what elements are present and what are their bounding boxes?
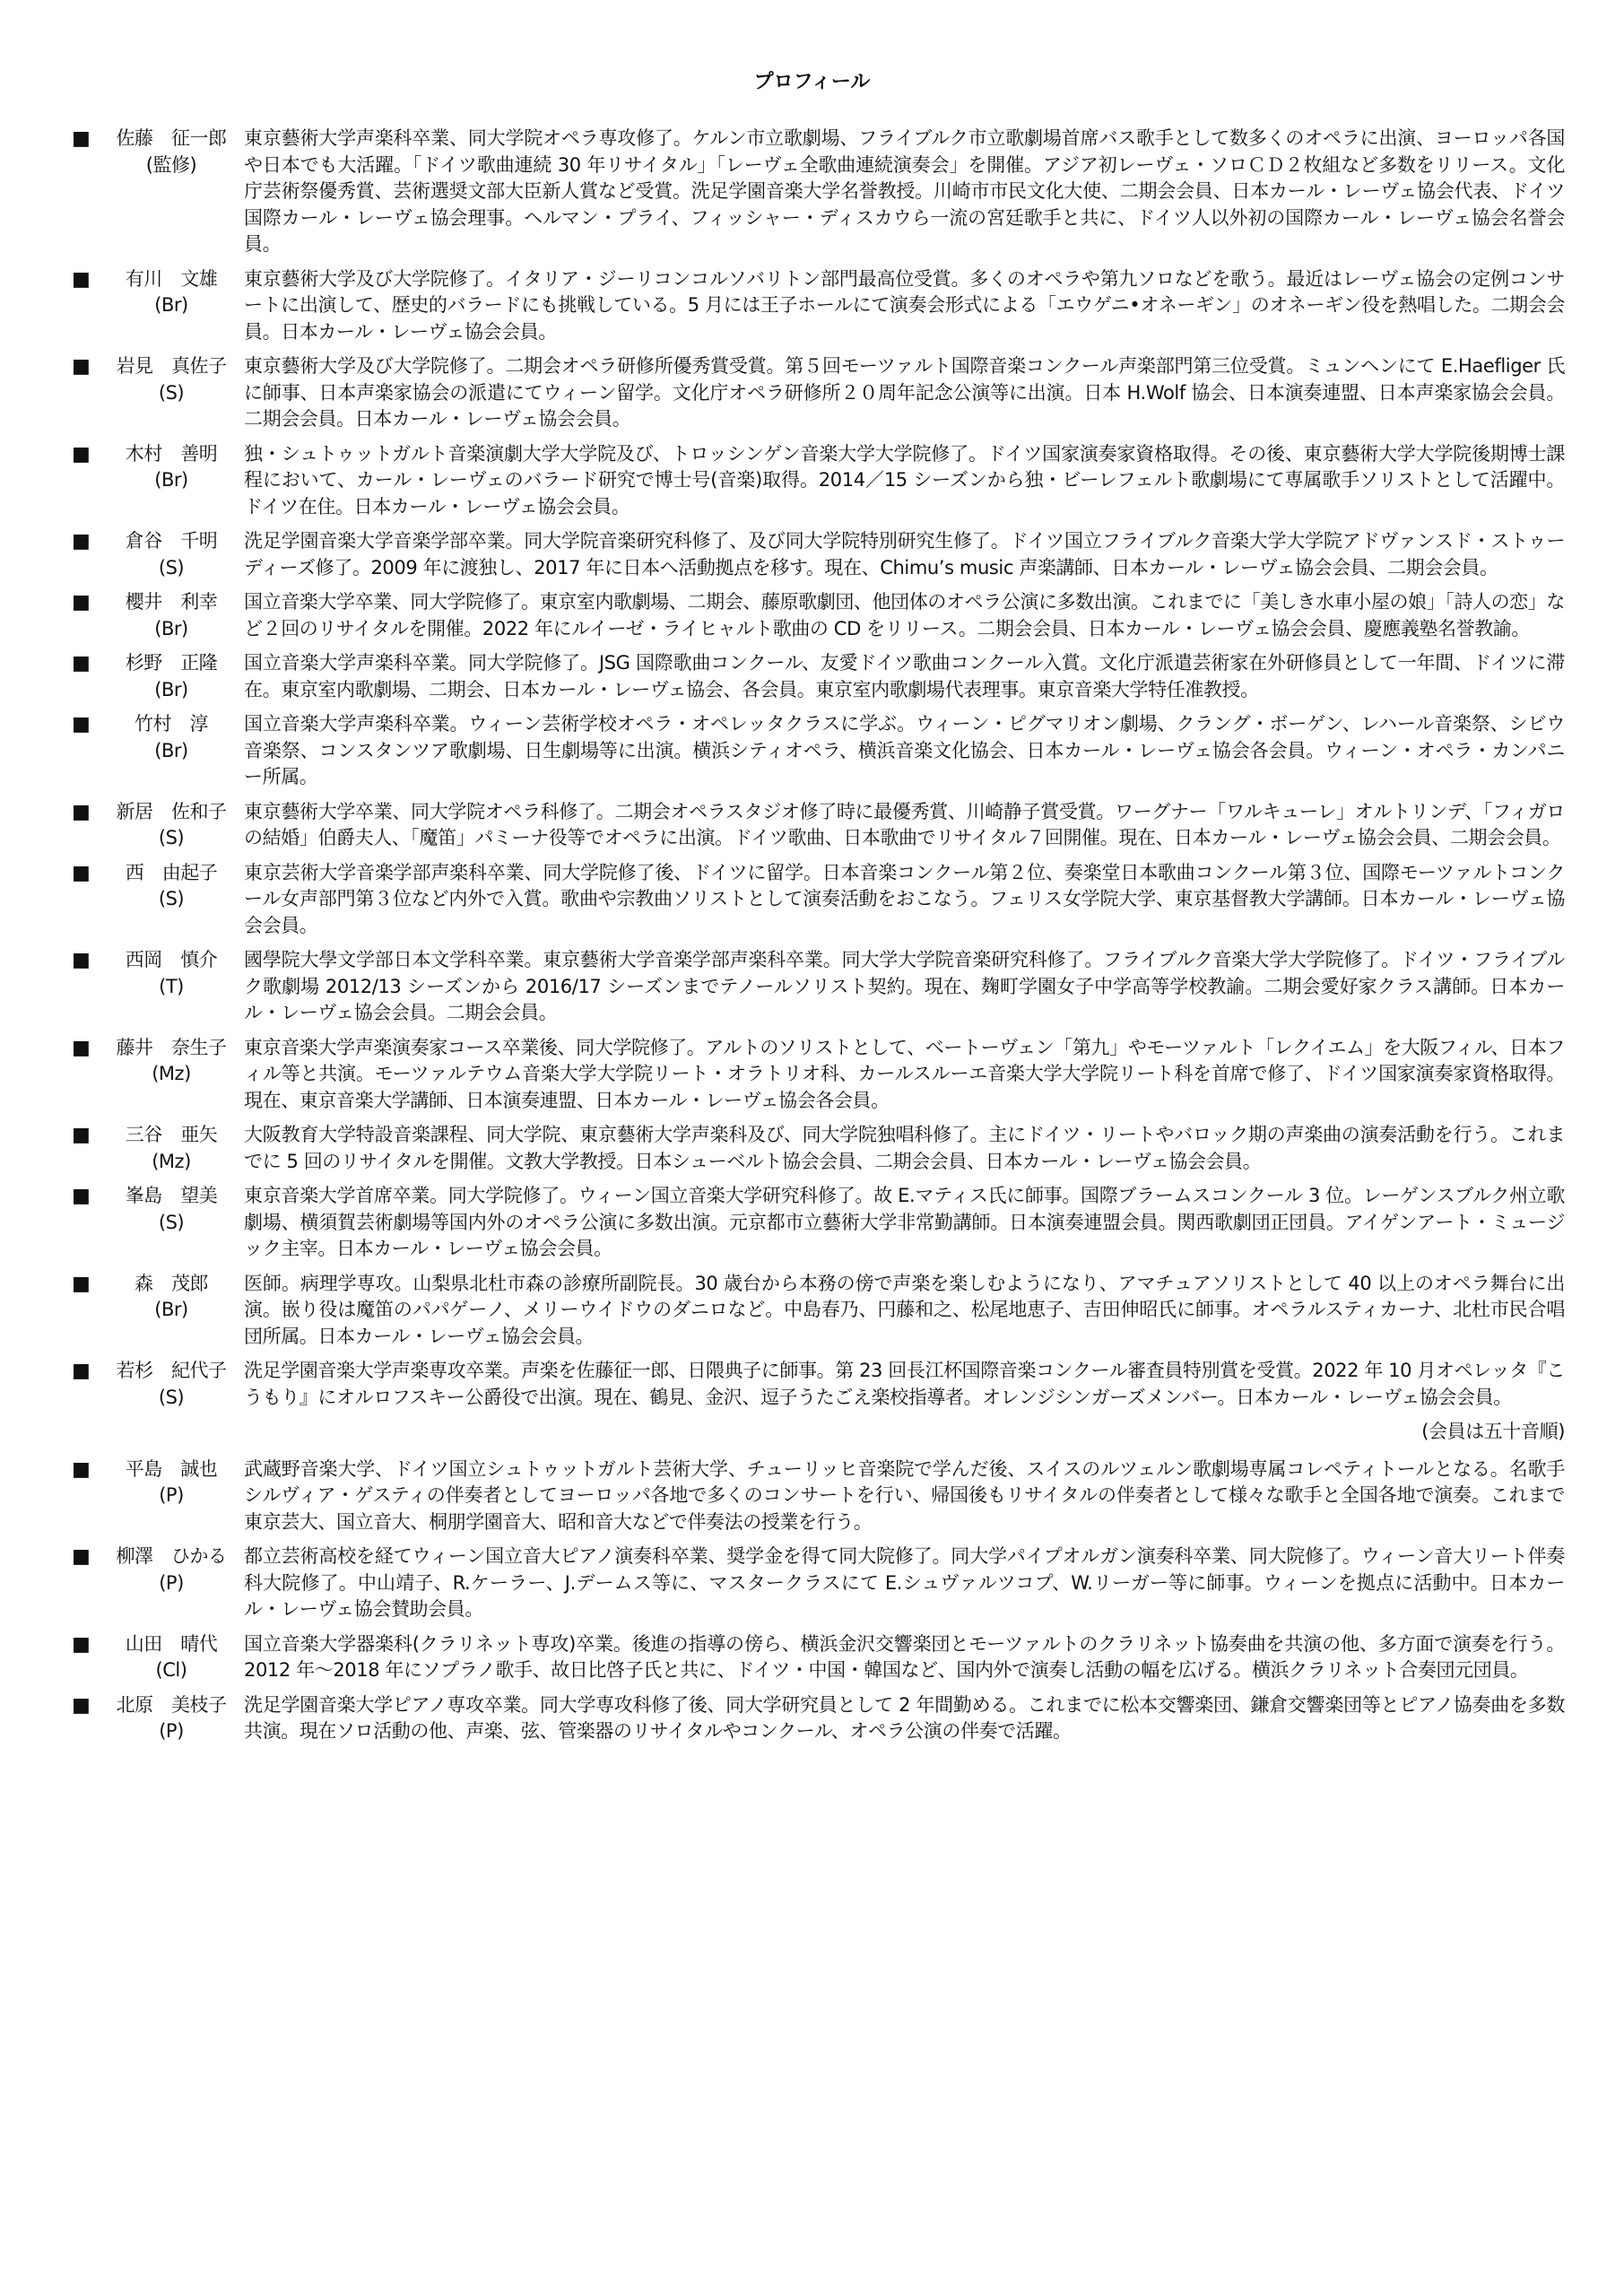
biography-text: 洗足学園音楽大学声楽専攻卒業。声楽を佐藤征一郎、日隈典子に師事。第 23 回長江杯国際音楽コンクール審査員特別賞を受賞。2022 年 10 月オペレッタ『こうもり』にオルロフスキー公爵役で出演。現在、鶴見、金沢、逗子うたごえ楽校指導者。オレンジシンガーズメンバー。日本カール・レーヴェ協会会員。 <box>244 1360 1566 1408</box>
profile-header <box>72 1271 244 1324</box>
profile-entry <box>72 441 1565 521</box>
biography-text: 東京音楽大学声楽演奏家コース卒業後、同大学院修了。アルトのソリストとして、ベートーヴェン「第九」やモーツァルト「レクイエム」を大阪フィル、日本フィル等と共演。モーツァルテウム音楽大学大学院リート・オラトリオ科、カールスルーエ音楽大学大学院リート科を首席で修了、ドイツ国家演奏家資格取得。現在、東京音楽大学講師、日本演奏連盟、日本カール・レーヴェ協会各会員。 <box>244 1036 1565 1111</box>
voice-part: (Br) <box>154 1299 188 1320</box>
profile-header <box>72 1035 244 1088</box>
square-bullet-icon: ■ <box>72 1632 91 1656</box>
square-bullet-icon: ■ <box>72 267 91 291</box>
biography-text: 医師。病理学専攻。山梨県北杜市森の診療所副院長。30 歳台から本務の傍で声楽を楽しむようになり、アマチュアソリストとして 40 以上のオペラ舞台に出演。嵌り役は魔笛のパパゲーノ、メリーウイドウのダニロなど。中島春乃、円藤和之、松尾地恵子、吉田伸昭氏に師事。オペラルスティカーナ、北杜市民合唱団所属。日本カール・レーヴェ協会会員。 <box>244 1272 1565 1347</box>
member-list <box>72 126 1565 1411</box>
person-name: 西 由起子 <box>125 861 218 883</box>
profile-list <box>72 126 1565 1753</box>
person-name: 藤井 奈生子 <box>116 1036 227 1058</box>
square-bullet-icon: ■ <box>72 355 91 378</box>
biography-text: 独・シュトゥットガルト音楽演劇大学大学院及び、トロッシンゲン音楽大学大学院修了。ドイツ国家演奏家資格取得。その後、東京藝術大学大学院後期博士課程において、カール・レーヴェのバラード研究で博士号(音楽)取得。2014／15 シーズンから独・ビーレフェルト歌劇場にて専属歌手ソリストとして活躍中。ドイツ在住。日本カール・レーヴェ協会会員。 <box>244 442 1565 517</box>
voice-part: (S) <box>158 1386 185 1408</box>
ordering-note: (会員は五十音順) <box>1421 1421 1565 1442</box>
profile-entry <box>72 1358 1565 1411</box>
profile-entry <box>72 266 1565 346</box>
voice-part: (Cl) <box>155 1659 187 1681</box>
name-block <box>99 860 244 913</box>
profile-header <box>72 799 244 852</box>
square-bullet-icon: ■ <box>72 1545 91 1568</box>
person-name: 佐藤 征一郎 <box>116 127 227 149</box>
square-bullet-icon: ■ <box>72 1693 91 1717</box>
person-name: 若杉 紀代子 <box>116 1360 227 1381</box>
square-bullet-icon: ■ <box>72 591 91 613</box>
profile-header <box>72 650 244 703</box>
person-name: 杉野 正隆 <box>125 652 218 674</box>
square-bullet-icon: ■ <box>72 1036 91 1059</box>
profile-entry <box>72 528 1565 581</box>
voice-part: (P) <box>159 1571 184 1594</box>
profile-header <box>72 1631 244 1684</box>
profile-entry <box>72 947 1565 1027</box>
name-block <box>99 1035 244 1088</box>
person-name: 木村 善明 <box>125 442 218 465</box>
name-block <box>99 126 244 178</box>
biography-text: 国立音楽大学器楽科(クラリネット専攻)卒業。後進の指導の傍ら、横浜金沢交響楽団とモーツァルトのクラリネット協奏曲を共演の他、多方面で演奏を行う。2012 年～2018 年にソプラノ歌手、故日比啓子氏と共に、ドイツ・中国・韓国など、国内外で演奏し活動の幅を広げる。横浜クラリネット合奏団元団員。 <box>244 1632 1565 1681</box>
voice-part: (S) <box>158 827 185 848</box>
square-bullet-icon: ■ <box>72 1124 91 1146</box>
square-bullet-icon: ■ <box>72 800 91 823</box>
name-block <box>99 1544 244 1596</box>
biography-text: 国立音楽大学声楽科卒業。同大学院修了。JSG 国際歌曲コンクール、友愛ドイツ歌曲コンクール入賞。文化庁派遣芸術家在外研修員として一年間、ドイツに滞在。東京室内歌劇場、二期会、日本カール・レーヴェ協会、各会員。東京室内歌劇場代表理事。東京音楽大学特任准教授。 <box>244 652 1565 700</box>
person-name: 竹村 淳 <box>135 713 208 735</box>
square-bullet-icon: ■ <box>72 861 91 884</box>
profile-entry <box>72 353 1565 433</box>
profile-header <box>72 353 244 406</box>
person-name: 櫻井 利幸 <box>125 591 218 613</box>
profile-entry <box>72 1035 1565 1115</box>
voice-part: (監修) <box>145 153 197 176</box>
voice-part: (S) <box>158 381 185 404</box>
person-name: 新居 佐和子 <box>116 800 227 822</box>
biography-text: 武蔵野音楽大学、ドイツ国立シュトゥットガルト芸術大学、チューリッヒ音楽院で学んだ後、スイスのルツェルン歌劇場専属コレペティトールとなる。名歌手シルヴィア・ゲスティの伴奏者としてヨーロッパ各地で多くのコンサートを行い、帰国後もリサイタルの伴奏者として様々な歌手と全国各地で演奏。これまで東京芸大、国立音大、桐朋学園音大、昭和音大などで伴奏法の授業を行う。 <box>244 1457 1565 1533</box>
person-name: 三谷 亜矢 <box>125 1124 218 1145</box>
square-bullet-icon: ■ <box>72 1272 91 1295</box>
person-name: 柳澤 ひかる <box>116 1545 227 1567</box>
profile-entry <box>72 1544 1565 1623</box>
biography-text: 東京芸術大学音楽学部声楽科卒業、同大学院修了後、ドイツに留学。日本音楽コンクール第２位、奏楽堂日本歌曲コンクール第３位、国際モーツァルトコンクール女声部門第３位など内外で入賞。歌曲や宗教曲ソリストとして演奏活動をおこなう。フェリス女学院大学、東京基督教大学講師。日本カール・レーヴェ協会会員。 <box>244 861 1565 936</box>
name-block <box>99 353 244 406</box>
square-bullet-icon: ■ <box>72 442 91 465</box>
accompanist-list <box>72 1457 1565 1745</box>
profile-entry <box>72 711 1565 791</box>
name-block <box>99 1122 244 1175</box>
name-block <box>99 1457 244 1509</box>
biography-text: 東京藝術大学及び大学院修了。イタリア・ジーリコンコルソバリトン部門最高位受賞。多くのオペラや第九ソロなどを歌う。最近はレーヴェ協会の定例コンサートに出演して、歴史的バラードにも挑戦している。5 月には王子ホールにて演奏会形式による「エウゲニ•オネーギン」のオネーギン役を熱唱した。二期会会員。日本カール・レーヴェ協会会員。 <box>244 267 1565 343</box>
name-block <box>99 1271 244 1324</box>
voice-part: (S) <box>158 1211 185 1233</box>
person-name: 平島 誠也 <box>125 1457 218 1480</box>
person-name: 峯島 望美 <box>125 1185 218 1206</box>
profile-header <box>72 947 244 1000</box>
page-title: プロフィール <box>753 71 871 93</box>
voice-part: (T) <box>159 975 184 997</box>
voice-part: (S) <box>158 888 185 909</box>
voice-part: (Br) <box>154 617 188 639</box>
profile-entry <box>72 1692 1565 1745</box>
person-name: 西岡 慎介 <box>125 949 218 970</box>
person-name: 有川 文雄 <box>125 267 218 290</box>
voice-part: (P) <box>159 1484 184 1506</box>
profile-entry <box>72 589 1565 642</box>
voice-part: (P) <box>159 1720 184 1742</box>
profile-entry <box>72 1631 1565 1684</box>
voice-part: (Mz) <box>152 1150 191 1172</box>
profile-header <box>72 711 244 764</box>
square-bullet-icon: ■ <box>72 1457 91 1481</box>
name-block <box>99 947 244 1000</box>
square-bullet-icon: ■ <box>72 713 91 735</box>
voice-part: (S) <box>158 556 185 578</box>
square-bullet-icon: ■ <box>72 652 91 674</box>
name-block <box>99 1692 244 1745</box>
square-bullet-icon: ■ <box>72 127 91 150</box>
biography-text: 東京藝術大学声楽科卒業、同大学院オペラ専攻修了。ケルン市立歌劇場、フライブルク市立歌劇場首席バス歌手として数多くのオペラに出演、ヨーロッパ各国や日本でも大活躍。「ドイツ歌曲連続 30 年リサイタル」「レーヴェ全歌曲連続演奏会」を開催。アジア初レーヴェ・ソロＣＤ２枚組など多数をリリース。文化庁芸術祭優秀賞、芸術選奨文部大臣新人賞など受賞。洗足学園音楽大学名誉教授。川崎市市民文化大使、二期会会員、日本カール・レーヴェ協会代表、ドイツ国際カール・レーヴェ協会理事。ヘルマン・プライ、フィッシャー・ディスカウら一流の宮廷歌手と共に、ドイツ人以外初の国際カール・レーヴェ協会名誉会員。 <box>244 127 1565 255</box>
person-name: 北原 美枝子 <box>116 1693 227 1716</box>
profile-header <box>72 528 244 581</box>
biography-text: 国立音楽大学声楽科卒業。ウィーン芸術学校オペラ・オペレッタクラスに学ぶ。ウィーン・ピグマリオン劇場、クラング・ボーゲン、レハール音楽祭、シビウ音楽祭、コンスタンツア歌劇場、日生劇場等に出演。横浜シティオペラ、横浜音楽文化協会、日本カール・レーヴェ協会各会員。ウィーン・オペラ・カンパニー所属。 <box>244 713 1565 787</box>
name-block <box>99 1358 244 1411</box>
square-bullet-icon: ■ <box>72 949 91 971</box>
profile-header <box>72 1183 244 1236</box>
profile-entry <box>72 1271 1565 1351</box>
voice-part: (Br) <box>154 739 188 761</box>
name-block <box>99 528 244 581</box>
profile-header <box>72 1544 244 1596</box>
profile-header <box>72 589 244 642</box>
voice-part: (Mz) <box>152 1063 191 1084</box>
profile-header <box>72 1122 244 1175</box>
profile-entry <box>72 860 1565 940</box>
name-block <box>99 589 244 642</box>
profile-header <box>72 126 244 178</box>
profile-entry <box>72 1457 1565 1536</box>
name-block <box>99 266 244 319</box>
name-block <box>99 711 244 764</box>
profile-entry <box>72 1122 1565 1175</box>
square-bullet-icon: ■ <box>72 530 91 552</box>
profile-entry <box>72 126 1565 258</box>
voice-part: (Br) <box>154 294 188 316</box>
square-bullet-icon: ■ <box>72 1360 91 1382</box>
biography-text: 都立芸術高校を経てウィーン国立音大ピアノ演奏科卒業、奨学金を得て同大院修了。同大学パイプオルガン演奏科卒業、同大院修了。ウィーン音大リート伴奏科大院修了。中山靖子、R.ケーラー、J.デームス等に、マスタークラスにて E.シュヴァルツコプ、W.リーガー等に師事。ウィーンを拠点に活動中。日本カール・レーヴェ協会賛助会員。 <box>244 1545 1565 1620</box>
biography-text: 洗足学園音楽大学音楽学部卒業。同大学院音楽研究科修了、及び同大学院特別研究生修了。ドイツ国立フライブルク音楽大学大学院アドヴァンスド・ストゥーディーズ修了。2009 年に渡独し、2017 年に日本へ活動拠点を移す。現在、Chimu’s music 声楽講師、日本カール・レーヴェ協会会員、二期会会員。 <box>244 530 1565 578</box>
profile-entry <box>72 1183 1565 1263</box>
person-name: 岩見 真佐子 <box>116 355 227 377</box>
profile-header <box>72 441 244 494</box>
name-block <box>99 799 244 852</box>
profile-entry <box>72 799 1565 852</box>
voice-part: (Br) <box>154 678 188 700</box>
name-block <box>99 1183 244 1236</box>
profile-header <box>72 1457 244 1509</box>
profile-header <box>72 1692 244 1745</box>
biography-text: 東京藝術大学卒業、同大学院オペラ科修了。二期会オペラスタジオ修了時に最優秀賞、川崎静子賞受賞。ワーグナー「ワルキューレ」オルトリンデ、「フィガロの結婚」伯爵夫人、「魔笛」パミーナ役等でオペラに出演。ドイツ歌曲、日本歌曲でリサイタル７回開催。現在、日本カール・レーヴェ協会会員、二期会会員。 <box>244 800 1565 848</box>
biography-text: 國學院大學文学部日本文学科卒業。東京藝術大学音楽学部声楽科卒業。同大学大学院音楽研究科修了。フライブルク音楽大学大学院修了。ドイツ・フライブルク歌劇場 2012/13 シーズンから 2016/17 シーズンまでテノールソリスト契約。現在、麹町学園女子中学高等学校教諭。二期会愛好家クラス講師。日本カール・レーヴェ協会会員。二期会会員。 <box>244 949 1565 1023</box>
profile-header <box>72 1358 244 1411</box>
biography-text: 大阪教育大学特設音楽課程、同大学院、東京藝術大学声楽科及び、同大学院独唱科修了。主にドイツ・リートやバロック期の声楽曲の演奏活動を行う。これまでに 5 回のリサイタルを開催。文教大学教授。日本シューベルト協会会員、二期会会員、日本カール・レーヴェ協会会員。 <box>244 1124 1565 1172</box>
biography-text: 東京藝術大学及び大学院修了。二期会オペラ研修所優秀賞受賞。第５回モーツァルト国際音楽コンクール声楽部門第三位受賞。ミュンヘンにて E.Haefliger 氏に師事、日本声楽家協会の派遣にてウィーン留学。文化庁オペラ研修所２０周年記念公演等に出演。日本 H.Wolf 協会、日本演奏連盟、日本声楽家協会会員。二期会会員。日本カール・レーヴェ協会会員。 <box>244 355 1565 430</box>
name-block <box>99 1631 244 1684</box>
profile-entry <box>72 650 1565 703</box>
voice-part: (Br) <box>154 469 188 491</box>
person-name: 山田 晴代 <box>125 1632 218 1655</box>
square-bullet-icon: ■ <box>72 1185 91 1207</box>
profile-header <box>72 266 244 319</box>
biography-text: 東京音楽大学首席卒業。同大学院修了。ウィーン国立音楽大学研究科修了。故 E.マティス氏に師事。国際ブラームスコンクール 3 位。レーゲンスブルク州立歌劇場、横須賀芸術劇場等国内外のオペラ公演に多数出演。元京都市立藝術大学非常勤講師。日本演奏連盟会員。関西歌劇団正団員。アイゲンアート・ミュージック主宰。日本カール・レーヴェ協会会員。 <box>244 1185 1565 1259</box>
profile-header <box>72 860 244 913</box>
biography-text: 洗足学園音楽大学ピアノ専攻卒業。同大学専攻科修了後、同大学研究員として 2 年間勤める。これまでに松本交響楽団、鎌倉交響楽団等とピアノ協奏曲を多数共演。現在ソロ活動の他、声楽、弦、管楽器のリサイタルやコンクール、オペラ公演の伴奏で活躍。 <box>244 1693 1565 1742</box>
name-block <box>99 650 244 703</box>
person-name: 森 茂郎 <box>135 1272 208 1294</box>
person-name: 倉谷 千明 <box>125 530 218 552</box>
biography-text: 国立音楽大学卒業、同大学院修了。東京室内歌劇場、二期会、藤原歌劇団、他団体のオペラ公演に多数出演。これまでに「美しき水車小屋の娘」「詩人の恋」など２回のリサイタルを開催。2022 年にルイーゼ・ライヒャルト歌曲の CD をリリース。二期会会員、日本カール・レーヴェ協会会員、慶應義塾名誉教諭。 <box>244 591 1565 639</box>
name-block <box>99 441 244 494</box>
